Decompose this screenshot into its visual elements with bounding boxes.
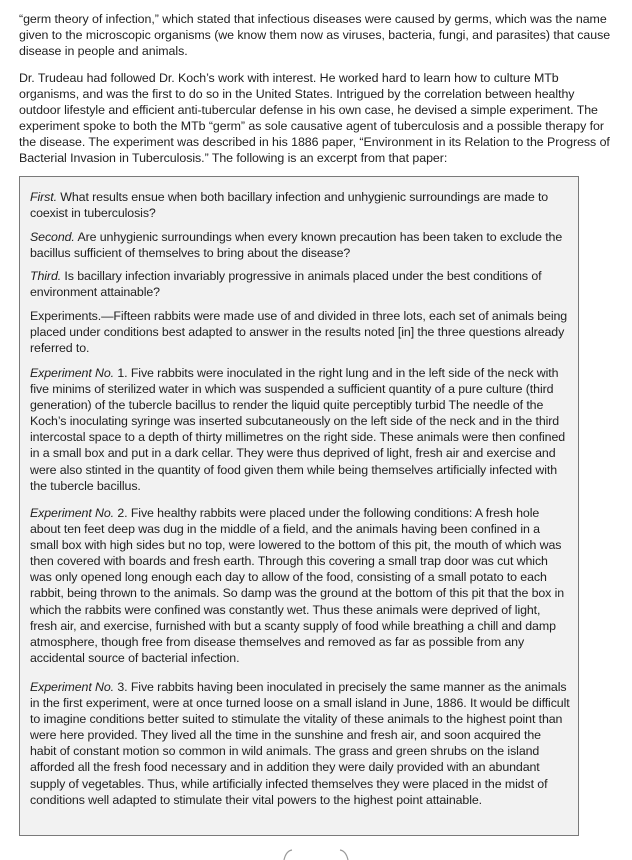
- question-third: [30, 268, 570, 300]
- intro-paragraph-1: “germ theory of infection,” which stated that infectious diseases were caused by germs, which was the name given to the microscopic organisms (we know them now as viruses, bacteria, fungi, and parasites) that cause disease in people and animals.: [19, 12, 611, 59]
- experiment-1: [30, 365, 570, 494]
- experiment-1-text: 1. Five rabbits were inoculated in the right lung and in the left side of the neck with five minims of sterilized water in which was suspended a sufficient quantity of a pure culture (third generation) of the tubercle bacillus to render the liquid quite perceptibly turbid The needle of the Koch’s inoculating syringe was inserted subcutaneously on the left side of the neck and in the third intercostal space to a depth of thirty millimetres on the right side. These animals were then confined in a small box and put in a dark cellar. They were thus deprived of light, fresh air and exercise and were also stinted in the quantity of food given them while being themselves artificially infected with the tubercle bacillus.: [30, 366, 566, 493]
- intro-paragraph-2: Dr. Trudeau had followed Dr. Koch’s work with interest. He worked hard to learn how to culture MTb organisms, and was the first to do so in the United States. Intrigued by the correlation between healthy outdoor lifestyle and efficient anti-tubercular defense in his own case, he devised a simple experiment. The experiment spoke to both the MTb “germ” as sole causative agent of tuberculosis and a possible therapy for the disease. The experiment was described in his 1886 paper, “Environment in its Relation to the Progress of Bacterial Invasion in Tuberculosis.” The following is an excerpt from that paper:: [19, 71, 610, 166]
- question-third-lead: Third.: [30, 269, 62, 283]
- experiment-2: [30, 505, 570, 666]
- experiment-2-lead: Experiment No.: [30, 506, 114, 520]
- page-fold-decoration: [278, 848, 354, 860]
- question-first-lead: First.: [30, 190, 57, 204]
- excerpt-box: [19, 176, 579, 836]
- question-first: [30, 189, 570, 221]
- experiment-1-lead: Experiment No.: [30, 366, 114, 380]
- experiments-paragraph: Experiments.—Fifteen rabbits were made use of and divided in three lots, each set of animals being placed under conditions best adapted to answer in the results noted [in] the three questions already referred to.: [30, 309, 568, 356]
- experiment-2-text: 2. Five healthy rabbits were placed under the following conditions: A fresh hole about ten feet deep was dug in the middle of a field, and the animals having been confined in a small box with high sides but no top, were lowered to the bottom of this pit, the mouth of which was then covered with boards and fresh earth. Through this covering a small trap door was cut which was only opened long enough each day to allow of the food, consisting of a small potato to each rabbit, being thrown to the animals. So damp was the ground at the bottom of this pit that the box in which the rabbits were confined was constantly wet. Thus these animals were deprived of light, fresh air, and exercise, furnished with but a scanty supply of food while breathing a chill and damp atmosphere, though free from disease themselves and removed as far as possible from any accidental source of bacterial infection.: [30, 506, 565, 665]
- question-first-text: What results ensue when both bacillary infection and unhygienic surroundings are made to coexist in tuberculosis?: [30, 190, 549, 221]
- question-second: [30, 229, 570, 261]
- experiment-3-text: 3. Five rabbits having been inoculated in precisely the same manner as the animals in the first experiment, were at once turned loose on a small island in June, 1886. It would be difficult to imagine conditions better suited to stimulate the vitality of these animals to the highest point than were here provided. They lived all the time in the sunshine and fresh air, and soon acquired the habit of constant motion so common in wild animals. The grass and green shrubs on the island afforded all the fresh food necessary and in addition they were daily provided with an abundant supply of vegetables. Thus, while artificially infected themselves they were placed in the midst of conditions well adapted to stimulate their vital powers to the highest point attainable.: [30, 680, 570, 807]
- question-third-text: Is bacillary infection invariably progressive in animals placed under the best conditions of environment attainable?: [30, 269, 542, 300]
- experiment-3-lead: Experiment No.: [30, 680, 114, 694]
- experiment-3: [30, 679, 570, 808]
- question-second-lead: Second.: [30, 230, 75, 244]
- question-second-text: Are unhygienic surroundings when every known precaution has been taken to exclude the bacillus sufficient of themselves to bring about the disease?: [30, 230, 563, 261]
